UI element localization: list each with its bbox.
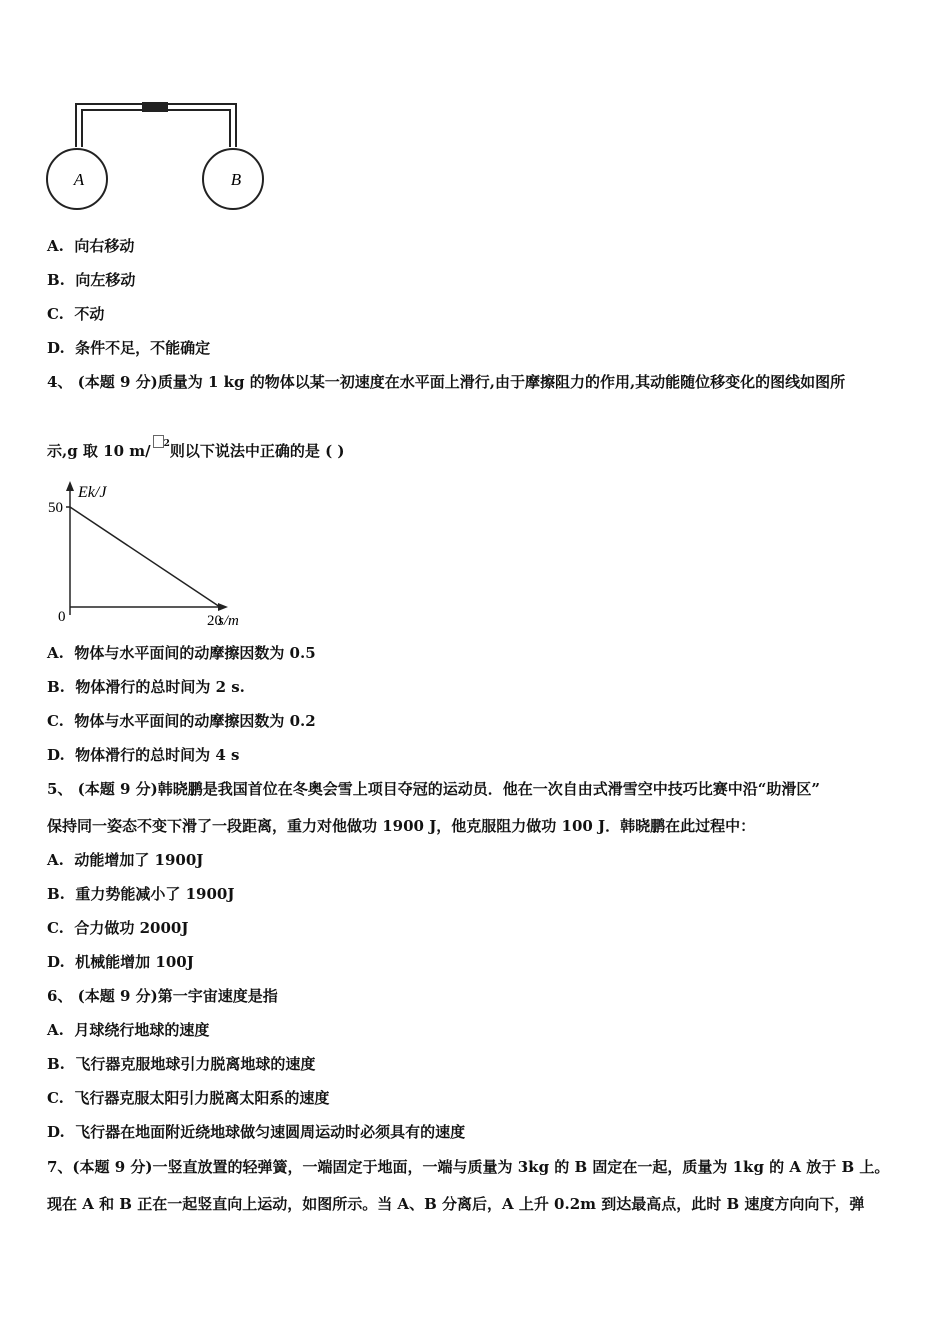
q5-option-b: B. 重力势能减小了 1900J [47,885,235,903]
tube-plug [142,102,168,112]
q3-option-c: C. 不动 [47,305,105,323]
q4-option-c: C. 物体与水平面间的动摩擦因数为 0.2 [47,712,316,730]
q4-stem-line2: 示,g 取 10 m/ $^2$则以下说法中正确的是 ( ) [47,434,345,461]
q5-option-a: A. 动能增加了 1900J [47,851,204,869]
x-tick-20: 20 [207,613,222,629]
q3-option-a: A. 向右移动 [47,237,135,255]
ek-chart [40,475,260,630]
q3-option-d: D. 条件不足，不能确定 [47,339,211,357]
q6-option-d: D. 飞行器在地面附近绕地球做匀速圆周运动时必须具有的速度 [47,1123,466,1141]
q3-option-b: B. 向左移动 [47,271,136,289]
q4-option-d: D. 物体滑行的总时间为 4 s [47,746,240,764]
q5-option-c: C. 合力做功 2000J [47,919,189,937]
q6-option-a: A. 月球绕行地球的速度 [47,1021,210,1039]
bulb-a-label: A [73,170,85,189]
y-axis-label: Ek/J [78,484,107,501]
bulb-b-label: B [230,170,242,189]
q6-option-c: C. 飞行器克服太阳引力脱离太阳系的速度 [47,1089,330,1107]
ek-data-line [70,507,220,607]
q5-option-d: D. 机械能增加 100J [47,953,194,971]
q5-stem-line1: 5、 (本题 9 分)韩晓鹏是我国首位在冬奥会雪上项目夺冠的运动员．他在一次自由式滑雪空中技巧比赛中沿“助滑区” [47,780,820,798]
y-tick-50: 50 [48,500,63,516]
x-axis-label: s/m [218,613,239,629]
q6-option-b: B. 飞行器克服地球引力脱离地球的速度 [47,1055,316,1073]
y-axis-arrow [66,481,74,491]
q4-option-a: A. 物体与水平面间的动摩擦因数为 0.5 [47,644,316,662]
q7-stem-line1: 7、(本题 9 分)一竖直放置的轻弹簧，一端固定于地面，一端与质量为 3kg 的 B 固定在一起，质量为 1kg 的 A 放于 B 上。 [47,1158,890,1176]
x-tick-0: 0 [58,609,66,625]
q4-stem-line1: 4、 (本题 9 分)质量为 1 kg 的物体以某一初速度在水平面上滑行,由于摩擦阻力的作用,其动能随位移变化的图线如图所 [47,373,846,391]
q7-stem-line2: 现在 A 和 B 正在一起竖直向上运动，如图所示。当 A、B 分离后，A 上升 0.2m 到达最高点，此时 B 速度方向向下，弹 [47,1195,865,1213]
bulbs-figure [40,95,270,220]
missing-glyph-icon [153,435,164,448]
q5-stem-line2: 保持同一姿态不变下滑了一段距离，重力对他做功 1900 J，他克服阻力做功 100 J．韩晓鹏在此过程中： [47,817,756,835]
q6-stem: 6、 (本题 9 分)第一宇宙速度是指 [47,987,278,1005]
q4-option-b: B. 物体滑行的总时间为 2 s. [47,678,245,696]
